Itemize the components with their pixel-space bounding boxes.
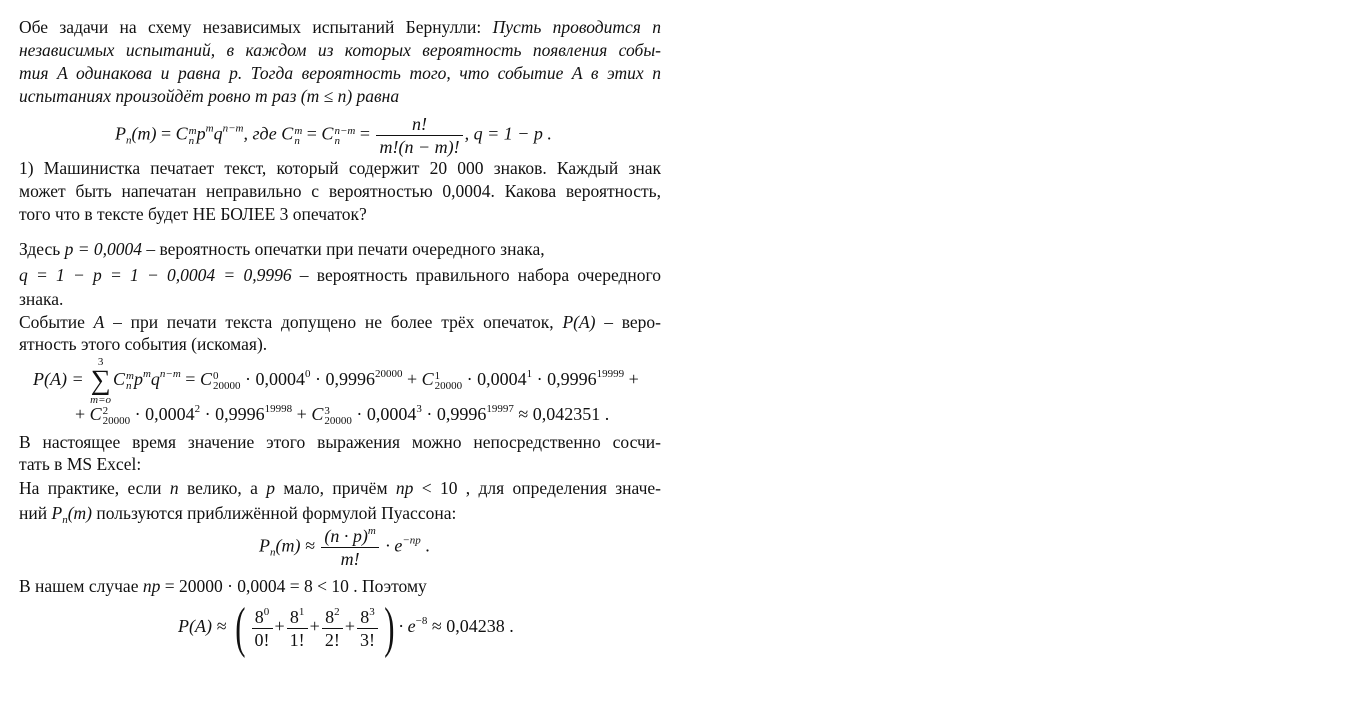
- sup: m: [367, 525, 376, 537]
- sup: 19999: [596, 368, 625, 381]
- excel-line-2: тать в MS Excel:: [19, 454, 142, 474]
- value: 0,9996: [436, 404, 487, 424]
- operator: +: [344, 616, 355, 637]
- numerator: 8: [254, 606, 264, 627]
- text: – при печати текста допущено не более трёх опечаток,: [104, 312, 563, 332]
- formula-lhs: P(A) =: [33, 369, 89, 390]
- sigma-icon: 3 ∑ m=o: [90, 356, 111, 406]
- math: A: [93, 312, 105, 332]
- math: q = 1 − p = 1 − 0,0004 = 0,9996: [19, 265, 292, 285]
- intro-line-1: [19, 16, 661, 38]
- result: ≈ 0,04238 .: [427, 616, 514, 637]
- formula-q-def: , q = 1 − p .: [464, 123, 552, 144]
- formula-c: C: [113, 369, 126, 390]
- sup: 19998: [264, 403, 293, 415]
- formula-subsup: [334, 126, 355, 146]
- operator: +: [402, 369, 422, 390]
- formula-where: , где: [243, 123, 282, 144]
- fraction-2: [322, 607, 343, 650]
- numerator: 8: [325, 606, 335, 627]
- intro-text: Обе задачи на схему независимых испытаний Бернулли:: [19, 17, 493, 37]
- intro-line-2: независимых испытаний, в каждом из которых вероятность появления собы-: [19, 40, 661, 60]
- sup: n−m: [222, 122, 244, 135]
- formula-subsup: [324, 406, 352, 426]
- text: < 10 , для определения значе-: [413, 478, 661, 498]
- text: ний: [19, 503, 52, 523]
- value: 0,0004: [477, 369, 527, 390]
- sub: 20000: [102, 414, 131, 427]
- fraction-3: [357, 607, 378, 650]
- bernoulli-formula: $P_n(m) = C$ m n $p^mq^{n-m}$, где C m n = C n−m n = $\frac{n!}{m!(n - m)!}$ , q = 1 − p .: [115, 114, 552, 157]
- denominator: 3!: [359, 629, 375, 650]
- value: 0,9996: [215, 404, 265, 424]
- sigma-top: 3: [97, 356, 104, 368]
- formula-q: q: [150, 369, 160, 390]
- numerator: (n · p): [324, 526, 368, 546]
- sup: 2: [194, 403, 201, 415]
- formula-arg: (m): [131, 123, 157, 144]
- text: На практике, если: [19, 478, 170, 498]
- denominator: 0!: [254, 629, 270, 650]
- sup: 3: [369, 605, 375, 618]
- excel-line-1: В настоящее время значение этого выражения можно непосредственно сосчи-: [19, 432, 661, 452]
- math: np: [142, 576, 161, 596]
- our-case-line: [19, 575, 427, 597]
- sup: 2: [102, 404, 109, 417]
- text: – вероятность опечатки при печати очередного знака,: [142, 239, 545, 259]
- sup: m: [188, 124, 197, 137]
- value: 0,9996: [325, 369, 375, 390]
- left-paren-icon: (: [235, 597, 246, 659]
- poisson-formula: [259, 526, 430, 569]
- formula-c: C: [281, 123, 294, 144]
- math: (m): [67, 503, 92, 523]
- sigma-bottom: m=o: [90, 394, 111, 406]
- sup: 0: [212, 370, 219, 382]
- operator: +: [75, 404, 90, 424]
- text: = 20000 · 0,0004 = 8 < 10 . Поэтому: [160, 576, 427, 596]
- math: P(A): [562, 312, 596, 332]
- formula-sub: n: [126, 134, 132, 147]
- sup: 20000: [374, 368, 403, 381]
- sup: m: [126, 370, 134, 382]
- sup: m: [294, 124, 303, 137]
- formula-subsup: [103, 406, 131, 426]
- sub: n: [126, 380, 132, 392]
- solution-event-line: [19, 311, 661, 333]
- sup: −8: [415, 615, 428, 628]
- text: В нашем случае: [19, 576, 143, 596]
- poisson-intro-line-1: [19, 477, 661, 499]
- text: Здесь: [19, 239, 65, 259]
- sub: n: [294, 134, 300, 147]
- formula-arg: (m) ≈: [275, 535, 320, 556]
- sub: n: [334, 134, 340, 147]
- value: 0,9996: [547, 369, 597, 390]
- formula-p: p: [196, 123, 206, 144]
- sup: 1: [526, 368, 533, 381]
- formula-c: C: [321, 123, 334, 144]
- sub: 20000: [212, 380, 241, 392]
- numerator: n!: [376, 114, 462, 136]
- right-paren-icon: ): [384, 597, 395, 659]
- text: Событие: [19, 312, 94, 332]
- text: пользуются приближённой формулой Пуассона:: [91, 503, 457, 523]
- math: p: [266, 478, 275, 498]
- sup: n−m: [159, 368, 181, 381]
- denominator: 2!: [324, 629, 340, 650]
- math: np: [395, 478, 414, 498]
- sup: 3: [416, 403, 422, 415]
- value: 0,0004: [255, 369, 305, 390]
- operator: +: [292, 404, 312, 424]
- intro-italic-text: Пусть проводится n: [492, 17, 661, 37]
- formula-subsup: [435, 371, 463, 391]
- text: – вероятность правильного набора очередного: [291, 265, 662, 285]
- sub: n: [270, 546, 276, 559]
- sub: 20000: [434, 380, 463, 392]
- formula-subsup: [126, 371, 134, 391]
- equals: =: [180, 369, 200, 390]
- numerator: 8: [289, 606, 299, 627]
- denominator: m!(n − m)!: [379, 137, 460, 157]
- solution-event-line-cont: ятность этого события (искомая).: [19, 334, 268, 354]
- fraction-0: [252, 607, 273, 650]
- text: – веро-: [595, 312, 661, 332]
- sup: m: [205, 122, 214, 135]
- solution-q-line-cont: знака.: [19, 289, 64, 309]
- operator: +: [274, 616, 285, 637]
- sub: n: [62, 514, 68, 526]
- denominator: m!: [340, 549, 360, 569]
- formula-q: q: [213, 123, 223, 144]
- text: велико, а: [178, 478, 267, 498]
- sup: 2: [334, 605, 340, 618]
- sup: −np: [402, 534, 421, 547]
- sum-formula-line-2: + C 2 20000 · $0,0004^2 \cdot 0,9996^{19998} + C$ 3 20000 · $0,0004^3 \cdot 0,9996^{19997} \approx 0,042351$ .: [75, 403, 610, 427]
- problem-line-2: может быть напечатан неправильно с вероятностью 0,0004. Какова вероятность,: [19, 181, 661, 201]
- formula-exp: · e: [398, 616, 416, 637]
- text: мало, причём: [274, 478, 396, 498]
- operator: +: [309, 616, 320, 637]
- formula-lhs: P: [259, 535, 270, 556]
- formula-lhs: P: [115, 123, 126, 144]
- fraction-1: [287, 607, 308, 650]
- formula-c: C: [175, 123, 188, 144]
- solution-p-line: [19, 238, 545, 260]
- sup: 0: [304, 368, 311, 381]
- problem-line-3: того что в тексте будет НЕ БОЛЕЕ 3 опечаток?: [19, 204, 367, 224]
- math: P: [51, 503, 63, 523]
- formula-end: .: [420, 535, 430, 556]
- problem-line-1: 1) Машинистка печатает текст, который содержит 20 000 знаков. Каждый знак: [19, 158, 661, 178]
- solution-q-line: [19, 264, 661, 286]
- formula-subsup: [294, 126, 302, 146]
- final-formula: [178, 597, 514, 659]
- result: ≈ 0,042351 .: [513, 404, 610, 424]
- formula-lhs: P(A) ≈: [178, 616, 231, 637]
- intro-line-4: испытаниях произойдёт ровно m раз (m ≤ n) равна: [19, 86, 400, 106]
- sub: 20000: [324, 414, 352, 427]
- formula-fraction: [376, 114, 462, 157]
- sup: n−m: [334, 124, 356, 137]
- value: 0,0004: [366, 404, 417, 424]
- sup: 19997: [486, 403, 514, 415]
- denominator: 1!: [289, 629, 305, 650]
- sup: 3: [324, 404, 330, 417]
- math: p = 0,0004: [64, 239, 142, 259]
- formula-subsup: [189, 126, 197, 146]
- sum-formula-line-1: P(A) = 3 ∑ m=o C m n $p^mq^{n-m} = C$ 0 20000 · $0,0004^0 \cdot 0,9996^{20000} + C$ 1 20000 · $0,0004^1 \cdot 0,9996^{19999}$ +: [33, 356, 639, 406]
- math: n: [169, 478, 179, 498]
- sup: m: [142, 368, 151, 381]
- sup: 1: [298, 605, 305, 618]
- sup: 0: [263, 605, 270, 618]
- poisson-intro-line-2: [19, 502, 456, 524]
- formula-exp: · e: [380, 535, 403, 556]
- intro-line-3: тия A одинакова и равна p. Тогда вероятность того, что событие A в этих n: [19, 63, 661, 83]
- value: 0,0004: [145, 404, 195, 424]
- formula-p: p: [133, 369, 143, 390]
- numerator: 8: [360, 606, 370, 627]
- formula-subsup: [213, 371, 241, 391]
- sub: n: [188, 134, 195, 147]
- sup: 1: [434, 370, 441, 382]
- formula-fraction: [321, 526, 378, 569]
- operator: +: [624, 369, 639, 390]
